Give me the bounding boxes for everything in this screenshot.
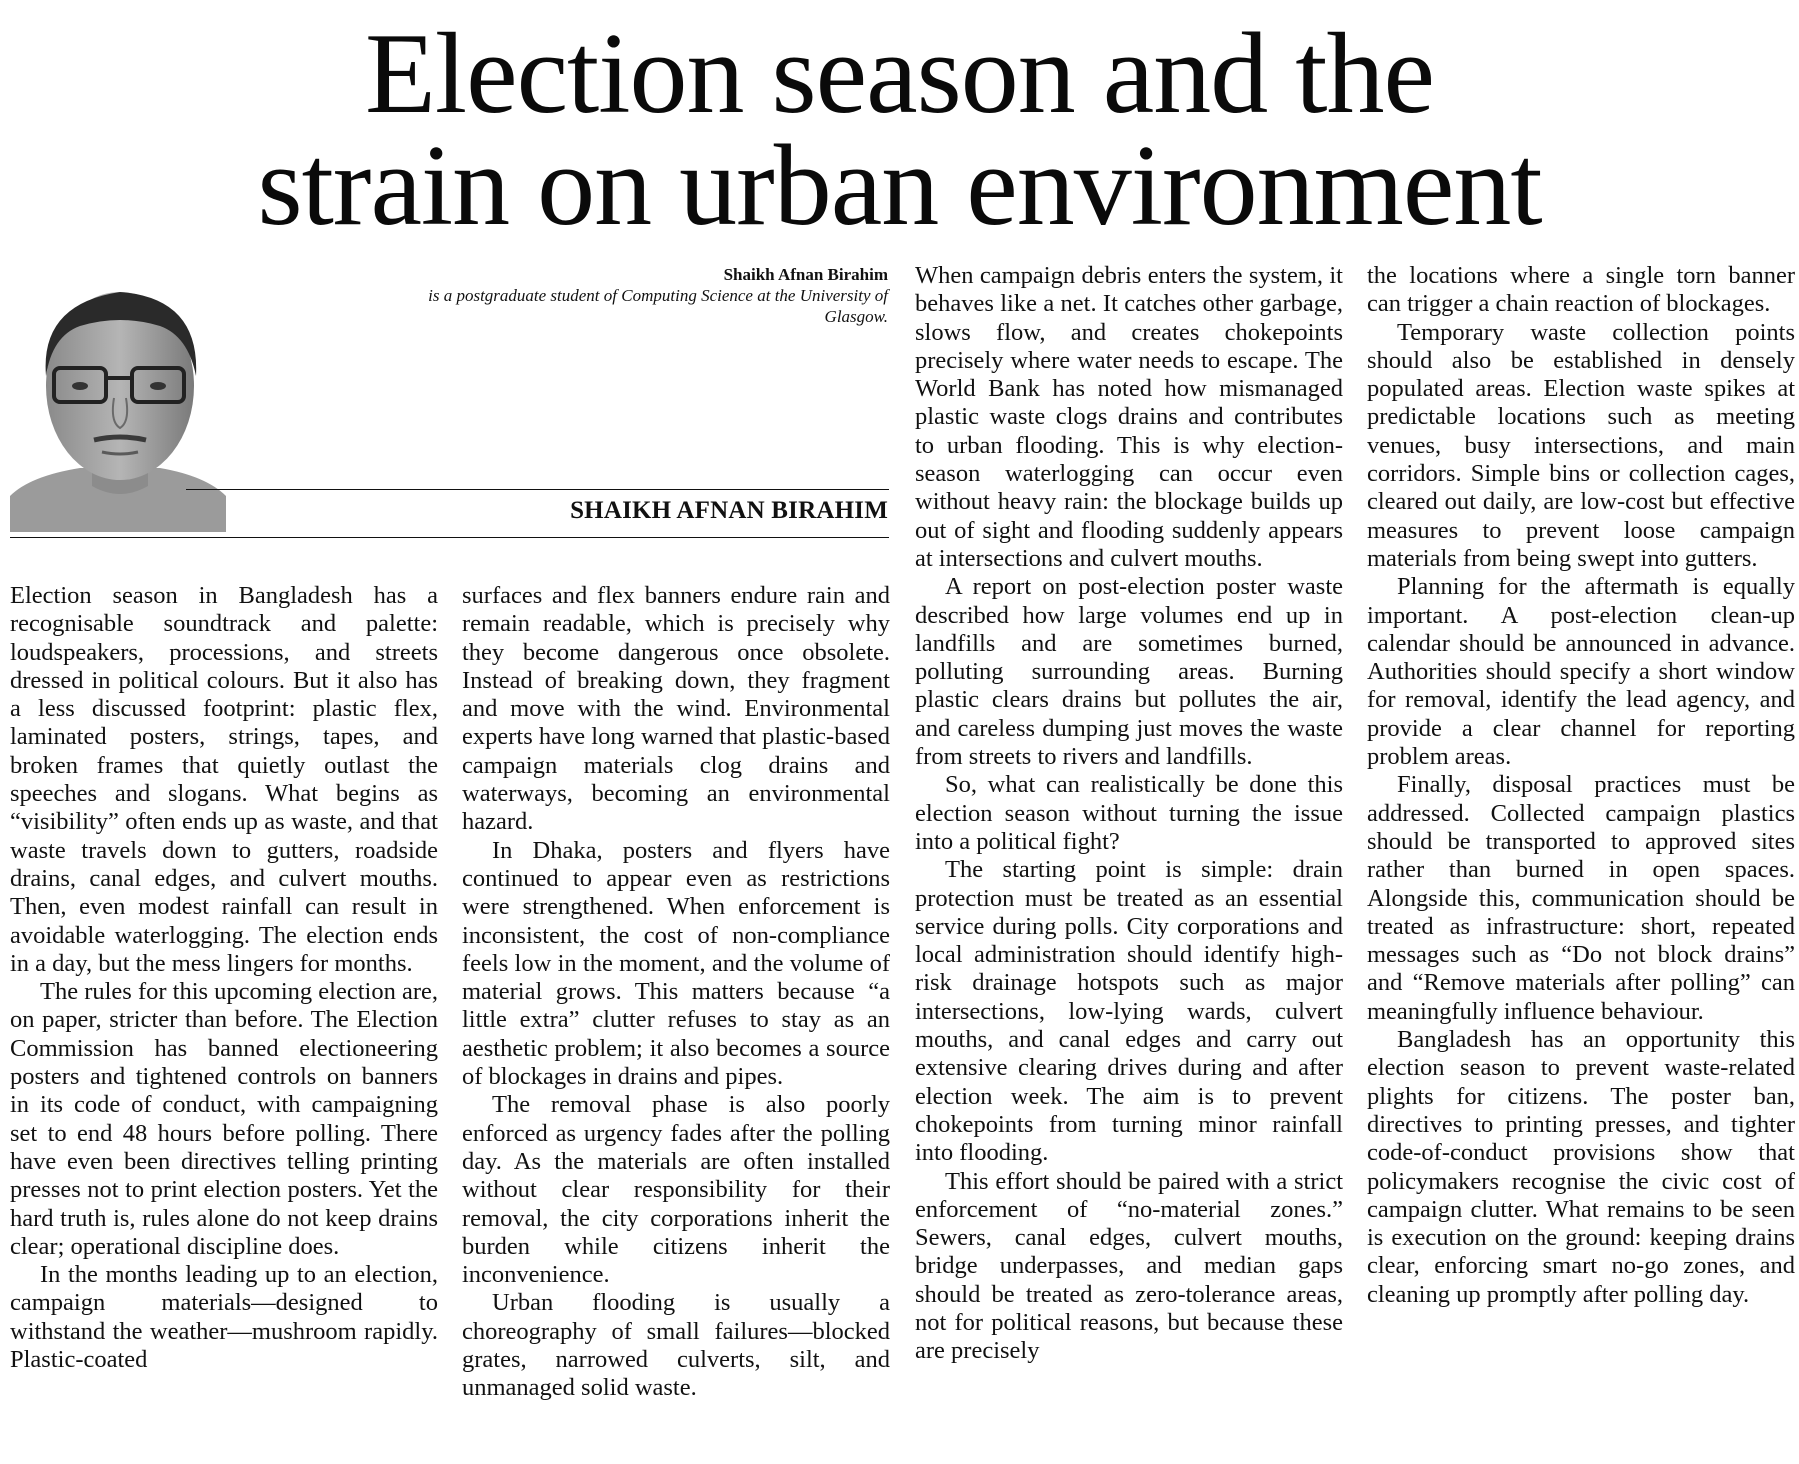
paragraph: In Dhaka, posters and flyers have continued to appear even as restrictions were strengthened. When enforcement is inconsistent, the cost of non-compliance feels low in the moment, and the volume of material grows. This matters because “a little extra” clutter refuses to stay as an aesthetic problem; it also becomes a source of blockages in drains and pipes. xyxy=(462,836,890,1091)
headline xyxy=(0,10,1799,250)
byline-rule xyxy=(186,489,889,490)
author-bio-description: is a postgraduate student of Computing Science at the University of Glasgow. xyxy=(428,286,888,326)
author-bio-name: Shaikh Afnan Birahim xyxy=(723,265,888,284)
paragraph: When campaign debris enters the system, it behaves like a net. It catches other garbage, slows flow, and creates chokepoints precisely where water needs to escape. The World Bank has noted how mismanaged plastic waste clogs drains and contributes to urban flooding. This is why election-season waterlogging can occur even without heavy rain: the blockage builds up out of sight and flooding suddenly appears at intersections and culvert mouths. xyxy=(915,262,1343,572)
paragraph: the locations where a single torn banner can trigger a chain reaction of blockages. xyxy=(1367,262,1795,318)
headline-line-2: strain on urban environment xyxy=(257,122,1542,250)
paragraph: The removal phase is also poorly enforced as urgency fades after the polling day. As the materials are often installed without clear responsibility for their removal, the city corporations inherit the burden while citizens inherit the inconvenience. xyxy=(462,1091,890,1289)
paragraph: Planning for the aftermath is equally important. A post-election clean-up calendar should be announced in advance. Authorities should specify a short window for removal, identify the lead agency, and provide a clear channel for reporting problem areas. xyxy=(1367,573,1795,771)
paragraph: Election season in Bangladesh has a recognisable soundtrack and palette: loudspeakers, processions, and streets dressed in political colours. But it also has a less discussed footprint: plastic flex, laminated posters, strings, tapes, and broken frames that quietly outlast the speeches and slogans. What begins as “visibility” often ends up as waste, and that waste travels down to gutters, roadside drains, canal edges, and culvert mouths. Then, even modest rainfall can result in avoidable waterlogging. The election ends in a day, but the mess lingers for months. xyxy=(10,582,438,977)
paragraph: surfaces and flex banners endure rain and remain readable, which is precisely why they become dangerous once obsolete. Instead of breaking down, they fragment and move with the wind. Environmental experts have long warned that plastic-based campaign materials clog drains and waterways, becoming an environmental hazard. xyxy=(462,582,890,836)
paragraph: Urban flooding is usually a choreography of small failures—blocked grates, narrowed culverts, silt, and unmanaged solid waste. xyxy=(462,1289,890,1402)
column-2 xyxy=(462,582,890,1464)
column-1 xyxy=(10,582,438,1464)
paragraph: A report on post-election poster waste described how large volumes end up in landfills and are sometimes burned, polluting surrounding areas. Burning plastic clears drains but pollutes the air, and careless dumping just moves the waste from streets to rivers and landfills. xyxy=(915,573,1343,771)
paragraph: So, what can realistically be done this election season without turning the issue into a political fight? xyxy=(915,771,1343,855)
paragraph: The rules for this upcoming election are, on paper, stricter than before. The Election Commission has banned electioneering posters and tightened controls on banners in its code of conduct, with campaigning set to end 48 hours before polling. There have even been directives telling printing presses not to print election posters. Yet the hard truth is, rules alone do not keep drains clear; operational discipline does. xyxy=(10,978,438,1260)
paragraph: Temporary waste collection points should also be established in densely populated areas. Election waste spikes at predictable locations such as meeting venues, busy intersections, and main corridors. Simple bins or collection cages, cleared out daily, are low-cost but effective measures to prevent loose campaign materials from being swept into gutters. xyxy=(1367,318,1795,572)
paragraph: In the months leading up to an election, campaign materials—designed to withstand the weather—mushroom rapidly. Plastic-coated xyxy=(10,1261,438,1374)
byline-underline xyxy=(10,537,889,538)
author-photo xyxy=(10,264,226,532)
column-4 xyxy=(1367,262,1795,1464)
column-3 xyxy=(915,262,1343,1464)
byline: SHAIKH AFNAN BIRAHIM xyxy=(570,497,888,524)
paragraph: Finally, disposal practices must be addressed. Collected campaign plastics should be transported to approved sites rather than burned in open spaces. Alongside this, communication should be treated as infrastructure: short, repeated messages such as “Do not block drains” and “Remove materials after polling” can meaningfully influence behaviour. xyxy=(1367,771,1795,1025)
paragraph: Bangladesh has an opportunity this election season to prevent waste-related plights for citizens. The poster ban, directives to printing presses, and tighter code-of-conduct provisions show that policymakers recognise the civic cost of campaign clutter. What remains to be seen is execution on the ground: keeping drains clear, enforcing smart no-go zones, and cleaning up promptly after polling day. xyxy=(1367,1026,1795,1308)
paragraph: The starting point is simple: drain protection must be treated as an essential service during polls. City corporations and local administration should identify high-risk drainage hotspots such as major intersections, low-lying wards, culvert mouths, and canal edges and carry out extensive clearing drives during and after election week. The aim is to prevent chokepoints from turning minor rainfall into flooding. xyxy=(915,856,1343,1167)
paragraph: This effort should be paired with a strict enforcement of “no-material zones.” Sewers, canal edges, culvert mouths, bridge underpasses, and median gaps should be treated as zero-tolerance areas, not for political reasons, but because these are precisely xyxy=(915,1167,1343,1365)
author-bio xyxy=(428,264,888,327)
headline-line-1: Election season and the xyxy=(365,10,1434,138)
